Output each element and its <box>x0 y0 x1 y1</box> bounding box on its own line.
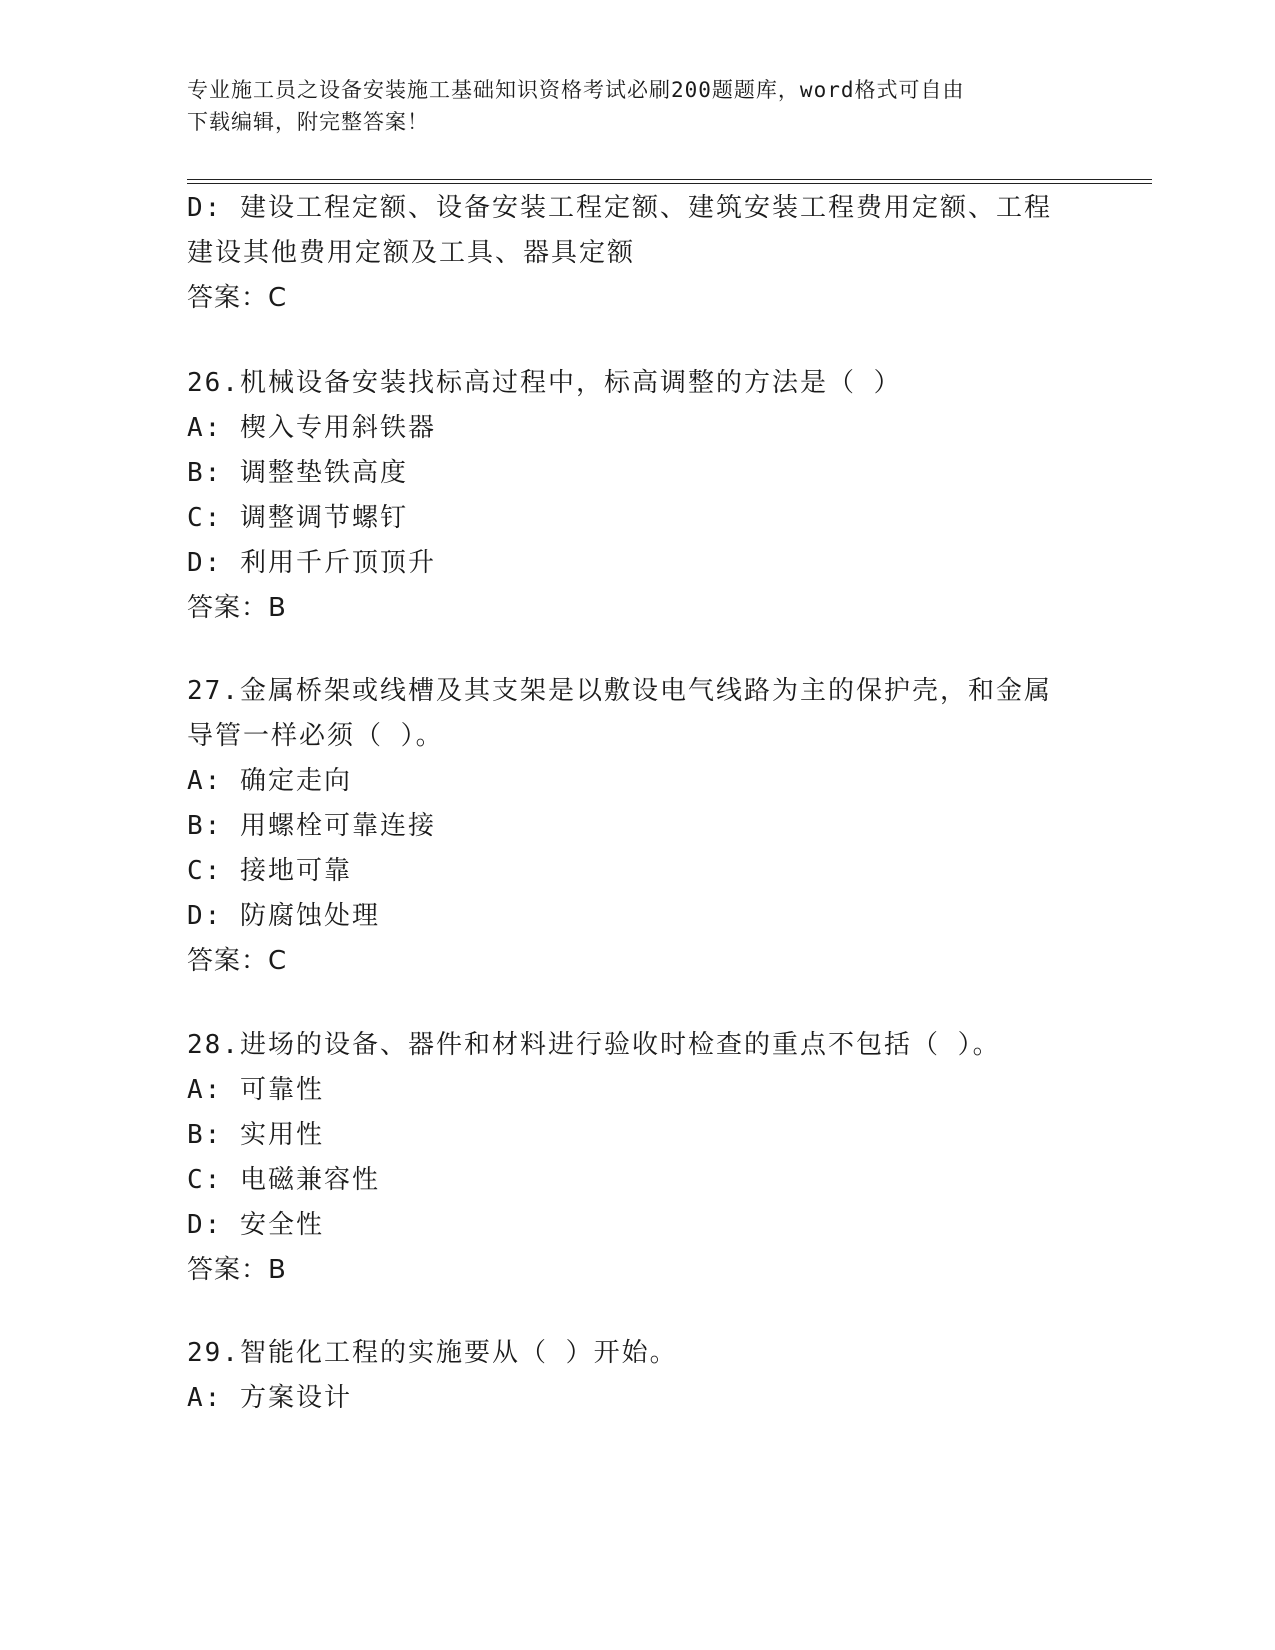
option-c: C: 调整调节螺钉 <box>187 503 408 533</box>
option-a: A: 方案设计 <box>187 1383 352 1413</box>
header-line-2: 下载编辑，附完整答案！ <box>187 110 429 134</box>
answer-line: 答案：B <box>187 1255 287 1285</box>
header-divider-top <box>187 179 1152 180</box>
header-divider-bottom <box>187 183 1152 184</box>
question-29 <box>187 1331 1087 1421</box>
question-text: 28.进场的设备、器件和材料进行验收时检查的重点不包括（ ）。 <box>187 1030 1001 1060</box>
option-c: C: 接地可靠 <box>187 856 352 886</box>
option-d: D: 利用千斤顶顶升 <box>187 548 436 578</box>
option-d: D: 防腐蚀处理 <box>187 901 380 931</box>
question-27 <box>187 669 1087 984</box>
answer-line: 答案：B <box>187 593 287 623</box>
option-b: B: 用螺栓可靠连接 <box>187 811 436 841</box>
option-d-line-1: D: 建设工程定额、设备安装工程定额、建筑安装工程费用定额、工程 <box>187 193 1052 223</box>
option-a: A: 确定走向 <box>187 766 352 796</box>
answer-line: 答案：C <box>187 283 288 313</box>
question-26 <box>187 361 1087 631</box>
answer-line: 答案：C <box>187 946 288 976</box>
option-a: A: 楔入专用斜铁器 <box>187 413 436 443</box>
question-text: 29.智能化工程的实施要从（ ）开始。 <box>187 1338 678 1368</box>
header-line-1: 专业施工员之设备安装施工基础知识资格考试必刷200题题库，word格式可自由 <box>187 78 965 102</box>
option-c: C: 电磁兼容性 <box>187 1165 380 1195</box>
question-text-line-1: 27.金属桥架或线槽及其支架是以敷设电气线路为主的保护壳，和金属 <box>187 676 1052 706</box>
option-d-line-2: 建设其他费用定额及工具、器具定额 <box>187 238 636 268</box>
question-28 <box>187 1023 1087 1293</box>
question-text-line-2: 导管一样必须（ ）。 <box>187 721 444 751</box>
option-b: B: 实用性 <box>187 1120 324 1150</box>
option-a: A: 可靠性 <box>187 1075 324 1105</box>
question-text: 26.机械设备安装找标高过程中，标高调整的方法是（ ） <box>187 368 902 398</box>
option-b: B: 调整垫铁高度 <box>187 458 408 488</box>
question-25-tail <box>187 186 1087 321</box>
option-d: D: 安全性 <box>187 1210 324 1240</box>
document-header <box>187 74 1087 138</box>
